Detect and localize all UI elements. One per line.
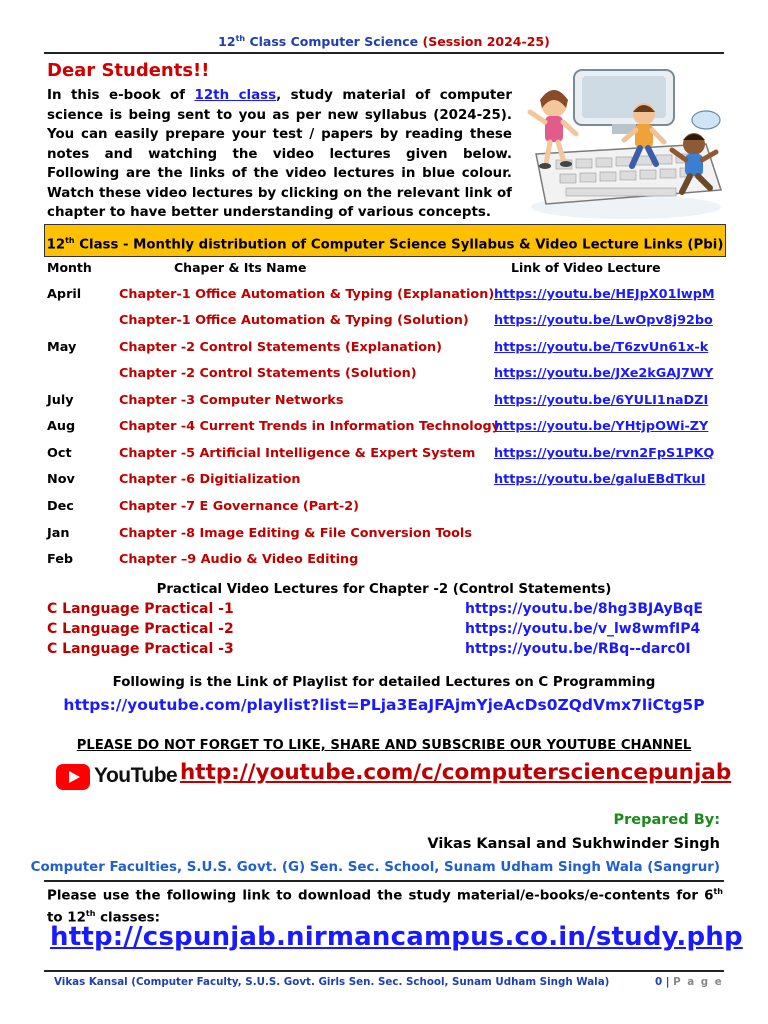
table-row <box>0 419 768 439</box>
header-divider <box>44 52 724 54</box>
table-row <box>0 366 768 386</box>
table-row <box>0 472 768 492</box>
prepared-by-label: Prepared By: <box>613 812 720 828</box>
youtube-play-icon <box>56 764 90 790</box>
row-month: Nov <box>47 472 75 487</box>
faculty-affiliation: Computer Faculties, S.U.S. Govt. (G) Sen. Sec. School, Sunam Udham Singh Wala (Sangrur) <box>30 860 720 875</box>
row-video-link[interactable]: https://youtu.be/HEJpX01lwpM <box>494 287 715 302</box>
header-title: Class Computer Science <box>245 34 423 50</box>
table-row <box>0 499 768 519</box>
study-material-link[interactable]: http://cspunjab.nirmancampus.co.in/study.php <box>50 922 743 952</box>
page-header <box>0 34 768 49</box>
row-chapter: Chapter –9 Audio & Video Editing <box>119 552 359 567</box>
row-video-link[interactable]: https://youtu.be/T6zvUn61x-k <box>494 340 709 355</box>
download-sup-1: th <box>713 887 723 896</box>
kids-on-keyboard-illustration <box>516 62 726 222</box>
header-class-num: 12 <box>218 34 236 50</box>
row-month: Aug <box>47 419 76 434</box>
subscribe-notice: PLEASE DO NOT FORGET TO LIKE, SHARE AND SUBSCRIBE OUR YOUTUBE CHANNEL <box>76 738 692 753</box>
row-chapter: Chapter -2 Control Statements (Solution) <box>119 366 417 381</box>
practical-link[interactable]: https://youtu.be/RBq--darc0I <box>465 641 691 657</box>
intro-paragraph <box>47 86 512 223</box>
row-chapter: Chapter-1 Office Automation & Typing (Explanation) <box>119 287 495 302</box>
row-chapter: Chapter -2 Control Statements (Explanation) <box>119 340 442 355</box>
greeting-heading: Dear Students!! <box>47 60 210 81</box>
table-row <box>0 526 768 546</box>
row-chapter: Chapter -7 E Governance (Part-2) <box>119 499 359 514</box>
row-chapter: Chapter-1 Office Automation & Typing (Solution) <box>119 313 469 328</box>
page-number <box>655 976 723 988</box>
header-class-sup: th <box>235 34 246 43</box>
banner-text: Class - Monthly distribution of Computer Science Syllabus & Video Lecture Links (Pbi) <box>74 237 724 253</box>
table-row <box>0 446 768 466</box>
download-text-2: to 12 <box>47 910 86 926</box>
table-row <box>0 313 768 333</box>
page-separator: | <box>662 976 674 988</box>
practical-link[interactable]: https://youtu.be/v_lw8wmfIP4 <box>465 621 701 637</box>
monitor-icon <box>574 70 674 134</box>
footer-divider <box>44 970 724 972</box>
table-row <box>0 340 768 360</box>
page-label: P a g e <box>673 976 724 988</box>
row-video-link[interactable]: https://youtu.be/6YULI1naDZI <box>494 393 709 408</box>
page-number-value: 0 <box>655 976 663 988</box>
youtube-channel-link[interactable]: http://youtube.com/c/computersciencepunjab <box>180 760 732 785</box>
practical-title: Practical Video Lectures for Chapter -2 (Control Statements) <box>156 582 612 597</box>
row-chapter: Chapter -3 Computer Networks <box>119 393 344 408</box>
row-video-link[interactable]: https://youtu.be/galuEBdTkuI <box>494 472 706 487</box>
banner-sup: th <box>65 236 75 245</box>
banner-num: 12 <box>46 237 66 253</box>
row-video-link[interactable]: https://youtu.be/JXe2kGAJ7WY <box>494 366 714 381</box>
download-sup-2: th <box>85 909 96 919</box>
youtube-logo-text: YouTube <box>94 764 178 787</box>
row-month: April <box>47 287 82 302</box>
table-row <box>0 552 768 572</box>
practical-name: C Language Practical -2 <box>47 621 234 637</box>
intro-text-2: , study material of computer science is being sent to you as per new syllabus (2024-25). You can easily prepare your test / papers by reading these notes and watching the video lectures given below. Following are the links of the video lectures in blue colour. Watch these video lectures by clicking on the relevant link of chapter to have better understanding of various concepts. <box>47 88 512 220</box>
col-header-link: Link of Video Lecture <box>511 260 661 275</box>
syllabus-banner <box>44 224 726 257</box>
intro-text-1: In this e-book of <box>47 88 195 103</box>
row-month: Dec <box>47 499 74 514</box>
download-text-1: Please use the following link to download the study material/e-books/e-contents for 6 <box>47 888 714 904</box>
footer-text: Vikas Kansal (Computer Faculty, S.U.S. Govt. Girls Sen. Sec. School, Sunam Udham Singh Wala) <box>54 976 610 988</box>
row-month: July <box>47 393 74 408</box>
playlist-title: Following is the Link of Playlist for detailed Lectures on C Programming <box>112 675 656 690</box>
playlist-link[interactable]: https://youtube.com/playlist?list=PLja3EaJFAjmYjeAcDs0ZQdVmx7liCtg5P <box>63 696 705 714</box>
row-month: Jan <box>47 526 70 541</box>
row-chapter: Chapter -8 Image Editing & File Conversion Tools <box>119 526 472 541</box>
practical-name: C Language Practical -3 <box>47 641 234 657</box>
table-row <box>0 393 768 413</box>
col-header-chapter: Chaper & Its Name <box>174 260 307 275</box>
header-session: (Session 2024-25) <box>422 34 550 50</box>
credits-divider <box>44 880 724 882</box>
practical-name: C Language Practical -1 <box>47 601 234 617</box>
row-chapter: Chapter -4 Current Trends in Information Technology <box>119 419 500 434</box>
row-video-link[interactable]: https://youtu.be/rvn2FpS1PKQ <box>494 446 715 461</box>
row-month: Feb <box>47 552 74 567</box>
row-video-link[interactable]: https://youtu.be/YHtjpOWi-ZY <box>494 419 709 434</box>
row-video-link[interactable]: https://youtu.be/LwOpv8j92bo <box>494 313 713 328</box>
row-month: Oct <box>47 446 72 461</box>
download-text-3: classes: <box>95 910 161 926</box>
row-chapter: Chapter -6 Digitialization <box>119 472 301 487</box>
intro-class-link[interactable]: 12th class <box>194 88 277 103</box>
row-month: May <box>47 340 77 355</box>
practical-link[interactable]: https://youtu.be/8hg3BJAyBqE <box>465 601 703 617</box>
table-row <box>0 287 768 307</box>
col-header-month: Month <box>47 260 92 275</box>
authors-names: Vikas Kansal and Sukhwinder Singh <box>427 836 720 852</box>
mouse-icon <box>692 111 720 129</box>
row-chapter: Chapter -5 Artificial Intelligence & Expert System <box>119 446 476 461</box>
